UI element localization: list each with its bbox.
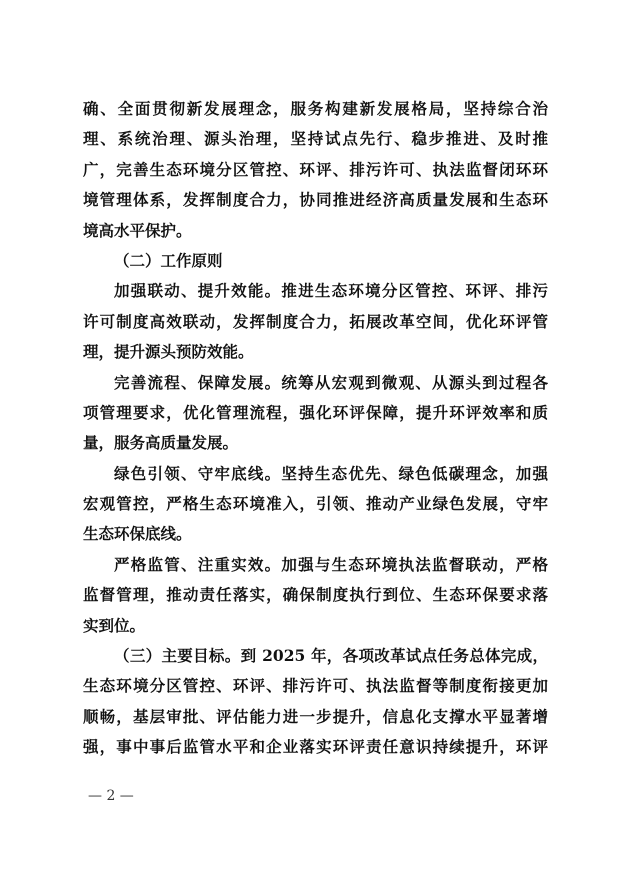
text-line: 生态环保底线。 (83, 524, 192, 544)
text-line: 确、全面贯彻新发展理念，服务构建新发展格局，坚持综合治 (83, 99, 548, 118)
text-line: 理，提升源头预防效能。 (83, 342, 254, 362)
body-text (83, 94, 548, 763)
page-number: — 2 — (88, 788, 134, 804)
text-line: 境高水平保护。 (83, 220, 192, 240)
text-line: 监督管理，推动责任落实，确保制度执行到位、生态环保要求落 (83, 585, 548, 605)
text-line: 严格监管、注重实效。加强与生态环境执法监督联动，严格 (114, 554, 548, 574)
section-heading: （二）工作原则 (114, 250, 223, 270)
text-line: 完善流程、保障发展。统筹从宏观到微观、从源头到过程各 (114, 372, 548, 392)
text-line: 广，完善生态环境分区管控、环评、排污许可、执法监督闭环环 (83, 159, 548, 179)
text-line: 加强联动、提升效能。推进生态环境分区管控、环评、排污 (114, 281, 548, 301)
text-line: 实到位。 (83, 615, 146, 635)
text-line: 量，服务高质量发展。 (83, 433, 239, 453)
section-heading-goals: （三）主要目标。到 2025 年，各项改革试点任务总体完成， (114, 646, 548, 666)
text-line: 宏观管控，严格生态环境准入，引领、推动产业绿色发展，守牢 (83, 494, 548, 514)
text-line: 绿色引领、守牢底线。坚持生态优先、绿色低碳理念，加强 (114, 463, 548, 483)
text-line: 强，事中事后监管水平和企业落实环评责任意识持续提升，环评 (83, 737, 548, 757)
text-line: 境管理体系，发挥制度合力，协同推进经济高质量发展和生态环 (83, 190, 548, 210)
text-line: 项管理要求，优化管理流程，强化环评保障，提升环评效率和质 (83, 402, 548, 422)
text-line: 顺畅，基层审批、评估能力进一步提升，信息化支撑水平显著增 (83, 706, 548, 726)
text-line: 生态环境分区管控、环评、排污许可、执法监督等制度衔接更加 (83, 676, 548, 696)
text-line: 理、系统治理、源头治理，坚持试点先行、稳步推进、及时推 (83, 129, 548, 149)
text-line: 许可制度高效联动，发挥制度合力，拓展改革空间，优化环评管 (83, 311, 548, 331)
